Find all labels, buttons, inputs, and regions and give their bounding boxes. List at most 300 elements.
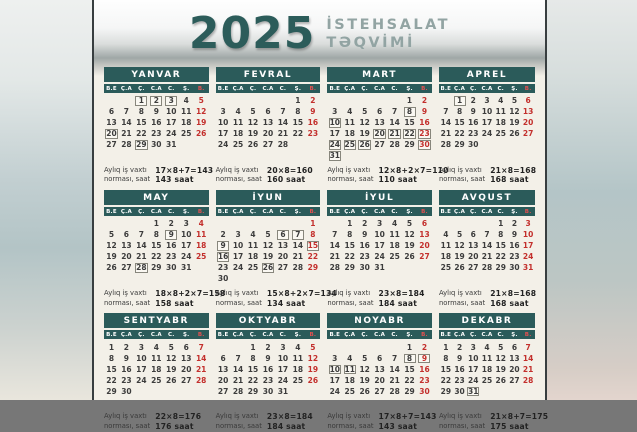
date-cell	[357, 230, 372, 241]
date-number: 23	[359, 252, 370, 262]
date-number: 29	[136, 140, 147, 150]
date-cell	[508, 230, 522, 241]
date-cell	[466, 96, 480, 107]
date-cell	[216, 274, 231, 285]
date-cell	[439, 252, 453, 263]
date-number: 16	[419, 118, 430, 128]
date-number: 29	[151, 263, 162, 273]
date-cell	[119, 252, 134, 263]
date-cell	[261, 386, 276, 397]
date-number: 24	[329, 386, 340, 396]
date-cell	[387, 107, 402, 118]
date-cell	[521, 241, 535, 252]
date-cell	[372, 107, 387, 118]
date-cell	[290, 342, 305, 353]
date-number: 9	[362, 230, 368, 240]
date-number: 17	[181, 241, 192, 251]
date-number: 14	[195, 353, 207, 363]
empty-cell	[439, 219, 453, 230]
date-cell	[305, 252, 320, 263]
month-footer	[104, 412, 209, 432]
date-number: 13	[374, 364, 385, 374]
date-number: 18	[292, 364, 304, 374]
date-number: 22	[247, 375, 259, 385]
month-formula: 21×8=168	[490, 288, 537, 298]
date-number: 21	[136, 252, 147, 262]
date-number: 1	[347, 219, 353, 229]
date-cell	[216, 118, 231, 129]
footer-label-line1: Aylıq iş vaxtı	[215, 288, 259, 297]
date-cell	[149, 230, 164, 241]
date-cell	[327, 263, 342, 274]
month-formula: 21×8=168	[490, 165, 537, 175]
date-number: 14	[121, 118, 132, 128]
footer-label-line1: Aylıq iş vaxtı	[327, 165, 371, 174]
date-cell	[275, 263, 290, 274]
date-cell	[194, 252, 209, 263]
date-cell	[439, 107, 453, 118]
date-cell	[164, 118, 179, 129]
date-number: 2	[421, 96, 428, 106]
date-number: 8	[138, 107, 144, 117]
date-number: 4	[198, 219, 204, 229]
month-hours: 176 saat	[155, 421, 194, 431]
date-cell	[179, 107, 194, 118]
dates-grid	[216, 219, 321, 285]
date-number: 1	[406, 96, 413, 106]
day-header-label: Ç.A	[454, 208, 466, 215]
date-number: 9	[153, 107, 159, 117]
day-header-label: Ş.	[511, 208, 518, 215]
date-cell	[417, 140, 432, 151]
date-cell	[508, 107, 522, 118]
date-cell	[164, 219, 179, 230]
date-cell	[164, 364, 179, 375]
date-cell	[402, 252, 417, 263]
date-number: 18	[181, 118, 192, 128]
date-cell	[402, 219, 417, 230]
date-cell	[104, 364, 119, 375]
date-cell	[342, 241, 357, 252]
date-number: 13	[121, 241, 132, 251]
date-number: 31	[277, 386, 289, 396]
empty-cell	[357, 342, 372, 353]
day-header-label: C.	[497, 85, 504, 92]
footer-label	[216, 412, 262, 432]
date-number: 4	[484, 342, 490, 352]
date-number: 23	[468, 129, 479, 139]
month-hours: 184 saat	[378, 298, 418, 308]
date-number: 5	[511, 96, 518, 106]
month-hours: 134 saat	[266, 298, 306, 308]
date-number: 27	[522, 129, 534, 139]
date-cell	[246, 241, 261, 252]
date-number: 6	[511, 342, 518, 352]
date-cell	[194, 353, 209, 364]
date-cell	[439, 375, 453, 386]
footer-label	[327, 412, 373, 432]
date-cell	[164, 241, 179, 252]
dates-grid	[439, 219, 535, 285]
date-cell	[119, 129, 134, 140]
date-number: 20	[106, 129, 117, 139]
date-cell	[275, 364, 290, 375]
date-cell	[275, 129, 290, 140]
date-cell	[261, 107, 276, 118]
date-number: 31	[181, 263, 192, 273]
day-header-label: C.A	[262, 85, 274, 92]
date-number: 6	[265, 107, 271, 117]
date-number: 23	[262, 375, 274, 385]
date-cell	[521, 96, 535, 107]
month-name: YANVAR	[104, 67, 209, 82]
date-number: 21	[440, 129, 452, 139]
date-number: 29	[404, 140, 415, 150]
date-cell	[480, 252, 494, 263]
date-cell	[164, 129, 179, 140]
date-number: 24	[232, 263, 244, 273]
footer-label	[439, 289, 485, 309]
date-number: 27	[468, 263, 479, 273]
date-cell	[164, 342, 179, 353]
day-header-label: Ş.	[406, 208, 413, 215]
footer-label-line2: norması, saat	[104, 298, 151, 307]
date-cell	[149, 118, 164, 129]
date-number: 18	[344, 375, 355, 385]
date-number: 31	[522, 263, 534, 273]
date-cell	[261, 230, 276, 241]
date-cell	[494, 129, 508, 140]
date-cell	[372, 129, 387, 140]
dates-grid	[439, 96, 535, 162]
date-number: 20	[217, 375, 229, 385]
date-cell	[387, 252, 402, 263]
date-number: 7	[443, 107, 449, 117]
date-number: 8	[108, 353, 115, 363]
day-header-label: B.	[421, 85, 428, 92]
date-cell	[417, 252, 432, 263]
empty-cell	[231, 342, 246, 353]
date-cell	[466, 342, 480, 353]
date-cell	[480, 342, 494, 353]
date-cell	[327, 241, 342, 252]
date-cell	[216, 252, 231, 263]
day-header-label: Ç.A	[120, 85, 132, 92]
date-cell	[417, 230, 432, 241]
date-cell	[417, 353, 432, 364]
date-cell	[466, 364, 480, 375]
date-cell	[179, 118, 194, 129]
date-number: 8	[153, 230, 159, 240]
date-number: 10	[468, 353, 479, 363]
date-cell	[134, 107, 149, 118]
day-header-label: C.A	[481, 85, 493, 92]
footer-label-line2: norması, saat	[104, 421, 151, 430]
date-number: 25	[440, 263, 452, 273]
day-header-row	[327, 207, 432, 217]
date-number: 1	[250, 342, 256, 352]
date-cell	[327, 230, 342, 241]
date-number: 10	[481, 107, 493, 117]
date-number: 25	[151, 375, 162, 385]
date-number: 29	[404, 386, 415, 396]
date-number: 10	[329, 364, 340, 374]
date-cell	[164, 353, 179, 364]
date-cell	[104, 375, 119, 386]
date-cell	[494, 353, 508, 364]
month-footer	[327, 165, 449, 186]
date-number: 17	[277, 364, 289, 374]
date-cell	[275, 140, 290, 151]
date-cell	[179, 241, 194, 252]
date-number: 5	[108, 230, 115, 240]
date-number: 17	[217, 129, 229, 139]
date-cell	[402, 241, 417, 252]
footer-label-line1: Aylıq iş vaxtı	[438, 411, 482, 420]
date-cell	[104, 353, 119, 364]
date-cell	[194, 342, 209, 353]
date-number: 15	[106, 364, 117, 374]
date-number: 3	[332, 107, 338, 117]
date-cell	[417, 219, 432, 230]
date-cell	[417, 364, 432, 375]
date-cell	[342, 230, 357, 241]
footer-value	[490, 166, 536, 186]
date-cell	[119, 241, 134, 252]
dates-grid	[216, 342, 321, 408]
footer-value	[155, 166, 213, 186]
date-cell	[439, 241, 453, 252]
date-number: 1	[310, 219, 316, 229]
footer-label-line1: Aylıq iş vaxtı	[215, 165, 259, 174]
date-number: 20	[419, 241, 430, 251]
footer-value	[267, 166, 313, 186]
date-cell	[194, 107, 209, 118]
date-cell	[439, 263, 453, 274]
date-number: 13	[262, 118, 274, 128]
date-number: 25	[344, 140, 355, 150]
date-cell	[327, 375, 342, 386]
date-cell	[149, 241, 164, 252]
date-cell	[119, 342, 134, 353]
date-cell	[453, 252, 467, 263]
month-card	[104, 313, 209, 431]
date-cell	[134, 252, 149, 263]
date-number: 11	[195, 230, 207, 240]
date-number: 5	[310, 342, 316, 352]
date-cell	[231, 118, 246, 129]
date-cell	[164, 140, 179, 151]
date-number: 4	[347, 107, 353, 117]
dates-grid	[104, 219, 209, 285]
date-cell	[261, 118, 276, 129]
footer-label-line1: Aylıq iş vaxtı	[104, 288, 147, 297]
date-cell	[521, 118, 535, 129]
date-number: 21	[389, 129, 400, 139]
day-header-label: C.	[279, 331, 287, 338]
footer-label	[439, 166, 485, 186]
date-cell	[305, 96, 320, 107]
date-number: 10	[374, 230, 385, 240]
date-cell	[494, 252, 508, 263]
day-header-label: B.E	[106, 208, 117, 215]
date-cell	[494, 375, 508, 386]
date-number: 23	[454, 375, 465, 385]
day-header-label: B.	[309, 85, 317, 92]
date-cell	[494, 96, 508, 107]
month-footer	[438, 411, 549, 432]
date-number: 21	[232, 375, 244, 385]
date-cell	[104, 107, 119, 118]
empty-cell	[104, 96, 119, 107]
date-number: 12	[509, 107, 520, 117]
date-number: 11	[181, 107, 192, 117]
date-cell	[275, 230, 290, 241]
date-cell	[521, 364, 535, 375]
date-number: 16	[166, 241, 177, 251]
blurred-background-left	[0, 0, 92, 400]
date-cell	[179, 353, 194, 364]
empty-cell	[104, 219, 119, 230]
date-number: 20	[121, 252, 132, 262]
day-header-label: Ç.A	[232, 331, 244, 338]
date-number: 20	[181, 364, 192, 374]
dates-grid	[327, 342, 432, 408]
date-number: 16	[454, 364, 465, 374]
date-cell	[327, 386, 342, 397]
date-number: 13	[509, 353, 520, 363]
date-cell	[327, 252, 342, 263]
date-cell	[231, 386, 246, 397]
date-cell	[290, 252, 305, 263]
day-header-label: Ç.	[470, 331, 477, 338]
footer-label	[104, 166, 150, 186]
date-cell	[480, 96, 494, 107]
date-cell	[508, 118, 522, 129]
date-number: 26	[262, 263, 274, 273]
date-number: 28	[389, 140, 400, 150]
date-cell	[372, 353, 387, 364]
month-hours: 168 saat	[490, 175, 529, 185]
date-number: 21	[195, 364, 207, 374]
date-cell	[164, 252, 179, 263]
date-cell	[261, 140, 276, 151]
date-number: 14	[232, 364, 244, 374]
day-header-label: C.	[279, 85, 287, 92]
day-header-label: Ç.	[138, 331, 145, 338]
date-number: 3	[525, 219, 531, 229]
empty-cell	[134, 219, 149, 230]
date-number: 25	[181, 129, 192, 139]
date-number: 26	[509, 129, 520, 139]
footer-label-line1: Aylıq iş vaxtı	[104, 411, 147, 420]
date-number: 8	[295, 107, 301, 117]
date-cell	[231, 241, 246, 252]
date-number: 9	[470, 107, 476, 117]
dates-grid	[327, 96, 432, 162]
day-header-row	[104, 330, 209, 340]
date-cell	[134, 230, 149, 241]
day-header-label: Ş.	[183, 331, 190, 338]
date-cell	[275, 241, 290, 252]
date-number: 5	[265, 230, 271, 240]
dates-grid	[216, 96, 321, 162]
date-number: 15	[151, 241, 162, 251]
day-header-row	[439, 207, 535, 217]
date-number: 7	[292, 230, 304, 240]
date-number: 3	[280, 342, 286, 352]
day-header-label: C.A	[481, 208, 493, 215]
date-cell	[246, 364, 261, 375]
date-number: 20	[374, 129, 385, 139]
date-number: 19	[262, 252, 274, 262]
date-number: 5	[168, 342, 174, 352]
date-cell	[494, 364, 508, 375]
date-number: 8	[456, 107, 463, 117]
date-cell	[439, 140, 453, 151]
date-number: 27	[509, 375, 520, 385]
date-cell	[216, 386, 231, 397]
footer-label-line1: Aylıq iş vaxtı	[327, 411, 371, 420]
day-header-label: B.	[197, 85, 205, 92]
date-number: 25	[292, 375, 304, 385]
date-cell	[387, 241, 402, 252]
day-header-label: B.E	[217, 85, 229, 92]
date-number: 1	[135, 96, 147, 106]
month-hours: 168 saat	[490, 298, 529, 308]
date-number: 13	[468, 241, 479, 251]
date-number: 17	[166, 118, 177, 128]
day-header-label: B.	[309, 208, 317, 215]
date-cell	[342, 386, 357, 397]
date-number: 8	[404, 107, 416, 117]
date-number: 23	[419, 129, 430, 139]
date-cell	[372, 375, 387, 386]
date-number: 8	[250, 353, 256, 363]
date-cell	[216, 364, 231, 375]
empty-cell	[387, 96, 402, 107]
date-number: 27	[374, 386, 385, 396]
empty-cell	[231, 219, 246, 230]
date-number: 28	[121, 140, 132, 150]
title-row	[94, 0, 545, 64]
date-number: 16	[121, 364, 132, 374]
date-number: 12	[262, 241, 274, 251]
date-number: 1	[153, 219, 159, 229]
footer-label	[327, 166, 373, 186]
date-cell	[231, 230, 246, 241]
date-cell	[439, 364, 453, 375]
date-number: 3	[138, 342, 144, 352]
date-cell	[164, 230, 179, 241]
date-number: 5	[456, 230, 463, 240]
date-number: 13	[419, 230, 430, 240]
date-number: 10	[136, 353, 147, 363]
day-header-label: Ş.	[406, 85, 413, 92]
date-cell	[494, 342, 508, 353]
date-number: 14	[481, 241, 493, 251]
date-number: 18	[481, 364, 493, 374]
date-cell	[290, 107, 305, 118]
date-cell	[480, 230, 494, 241]
day-header-label: Ş.	[294, 331, 302, 338]
date-cell	[521, 252, 535, 263]
footer-label-line2: norması, saat	[438, 175, 486, 184]
date-number: 15	[454, 118, 465, 128]
day-header-label: B.	[524, 208, 532, 215]
date-number: 27	[121, 263, 132, 273]
empty-cell	[261, 96, 276, 107]
